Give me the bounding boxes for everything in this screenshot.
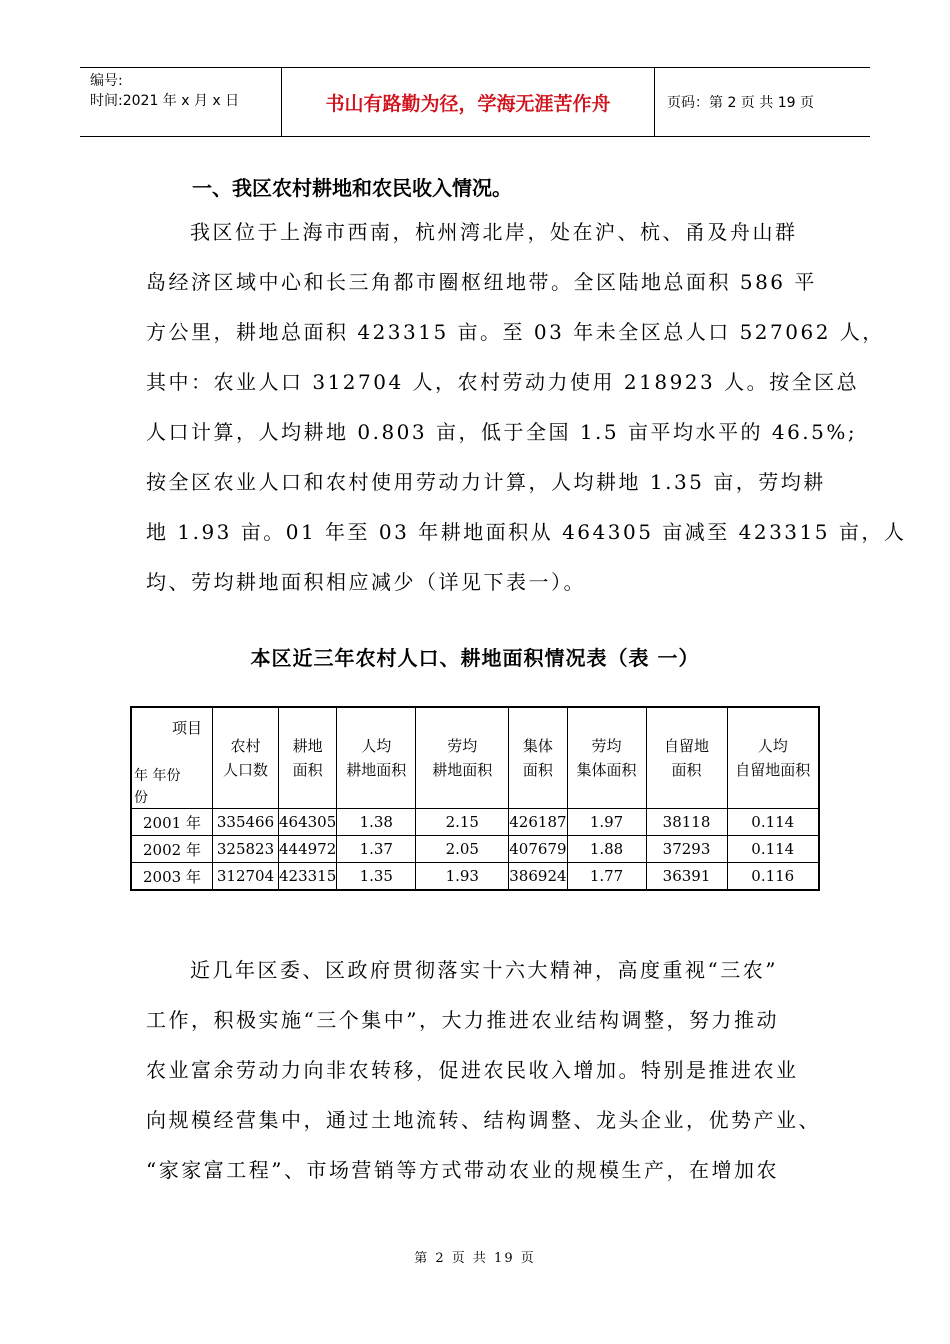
header-meta: [80, 68, 282, 136]
table-cell: 335466: [213, 809, 279, 836]
paragraph-2: [146, 945, 822, 1195]
column-header: 集体 面积: [509, 707, 567, 809]
text-line: 地 1.93 亩。01 年至 03 年耕地面积从 464305 亩减至 423315 亩，人: [146, 520, 907, 544]
column-header: 人均 耕地面积: [337, 707, 416, 809]
header-motto: 书山有路勤为径，学海无涯苦作舟: [282, 68, 655, 136]
text-line: 岛经济区域中心和长三角都市圈枢纽地带。全区陆地总面积 586 平: [146, 270, 817, 294]
text-line: 近几年区委、区政府贯彻落实十六大精神，高度重视“三农”: [190, 958, 778, 982]
paragraph-1: [146, 207, 907, 607]
table-header-row: [131, 707, 819, 809]
table-row: [131, 836, 819, 863]
time-label: 时间:2021 年 x 月 x 日: [90, 93, 240, 109]
table-cell: 325823: [213, 836, 279, 863]
table-cell: 2003 年: [131, 863, 213, 891]
table-cell: 407679: [509, 836, 567, 863]
table-cell: 1.37: [337, 836, 416, 863]
text-line: 农业富余劳动力向非农转移，促进农民收入增加。特别是推进农业: [146, 1058, 799, 1082]
section-heading: 一、我区农村耕地和农民收入情况。: [192, 176, 512, 200]
corner-cell: [131, 707, 213, 809]
page-footer: 第 2 页 共 19 页: [414, 1251, 536, 1266]
corner-year-label: 年 年份: [134, 768, 181, 784]
table-cell: 2.15: [416, 809, 509, 836]
text-line: 人口计算，人均耕地 0.803 亩，低于全国 1.5 亩平均水平的 46.5%;: [146, 420, 858, 444]
text-line: “家家富工程”、市场营销等方式带动农业的规模生产，在增加农: [146, 1158, 779, 1182]
table-cell: 1.38: [337, 809, 416, 836]
table-cell: 1.77: [567, 863, 646, 891]
table-cell: 0.116: [727, 863, 819, 891]
corner-fen-label: 份: [134, 790, 148, 806]
table-row: [131, 809, 819, 836]
table-cell: 2.05: [416, 836, 509, 863]
table-cell: 37293: [646, 836, 727, 863]
text-line: 按全区农业人口和农村使用劳动力计算，人均耕地 1.35 亩，劳均耕: [146, 470, 826, 494]
table-cell: 36391: [646, 863, 727, 891]
table-cell: 1.93: [416, 863, 509, 891]
header-page-info: 页码：第 2 页 共 19 页: [667, 95, 814, 111]
corner-item-label: 项目: [171, 719, 202, 737]
table-title: 本区近三年农村人口、耕地面积情况表（表 一）: [250, 646, 700, 670]
data-table: [130, 706, 820, 891]
text-line: 向规模经营集中，通过土地流转、结构调整、龙头企业，优势产业、: [146, 1108, 821, 1132]
text-line: 方公里，耕地总面积 423315 亩。至 03 年未全区总人口 527062 人，: [146, 320, 885, 344]
table-cell: 38118: [646, 809, 727, 836]
table-cell: 0.114: [727, 809, 819, 836]
page-header: [80, 67, 870, 137]
table-cell: 1.35: [337, 863, 416, 891]
table-cell: 0.114: [727, 836, 819, 863]
number-label: 编号:: [90, 73, 123, 89]
table-cell: 2001 年: [131, 809, 213, 836]
table-cell: 1.97: [567, 809, 646, 836]
column-header: 耕地 面积: [279, 707, 337, 809]
text-line: 工作，积极实施“三个集中”，大力推进农业结构调整，努力推动: [146, 1008, 779, 1032]
table-cell: 444972: [279, 836, 337, 863]
text-line: 我区位于上海市西南，杭州湾北岸，处在沪、杭、甬及舟山群: [190, 220, 798, 244]
table-cell: 386924: [509, 863, 567, 891]
table-row: [131, 863, 819, 891]
text-line: 其中：农业人口 312704 人，农村劳动力使用 218923 人。按全区总: [146, 370, 860, 394]
column-header: 劳均 集体面积: [567, 707, 646, 809]
column-header: 劳均 耕地面积: [416, 707, 509, 809]
table-cell: 426187: [509, 809, 567, 836]
text-line: 均、劳均耕地面积相应减少（详见下表一）。: [146, 570, 586, 594]
column-header: 人均 自留地面积: [727, 707, 819, 809]
table-cell: 2002 年: [131, 836, 213, 863]
table-cell: 312704: [213, 863, 279, 891]
table-cell: 423315: [279, 863, 337, 891]
table-cell: 464305: [279, 809, 337, 836]
column-header: 自留地 面积: [646, 707, 727, 809]
table-cell: 1.88: [567, 836, 646, 863]
column-header: 农村 人口数: [213, 707, 279, 809]
